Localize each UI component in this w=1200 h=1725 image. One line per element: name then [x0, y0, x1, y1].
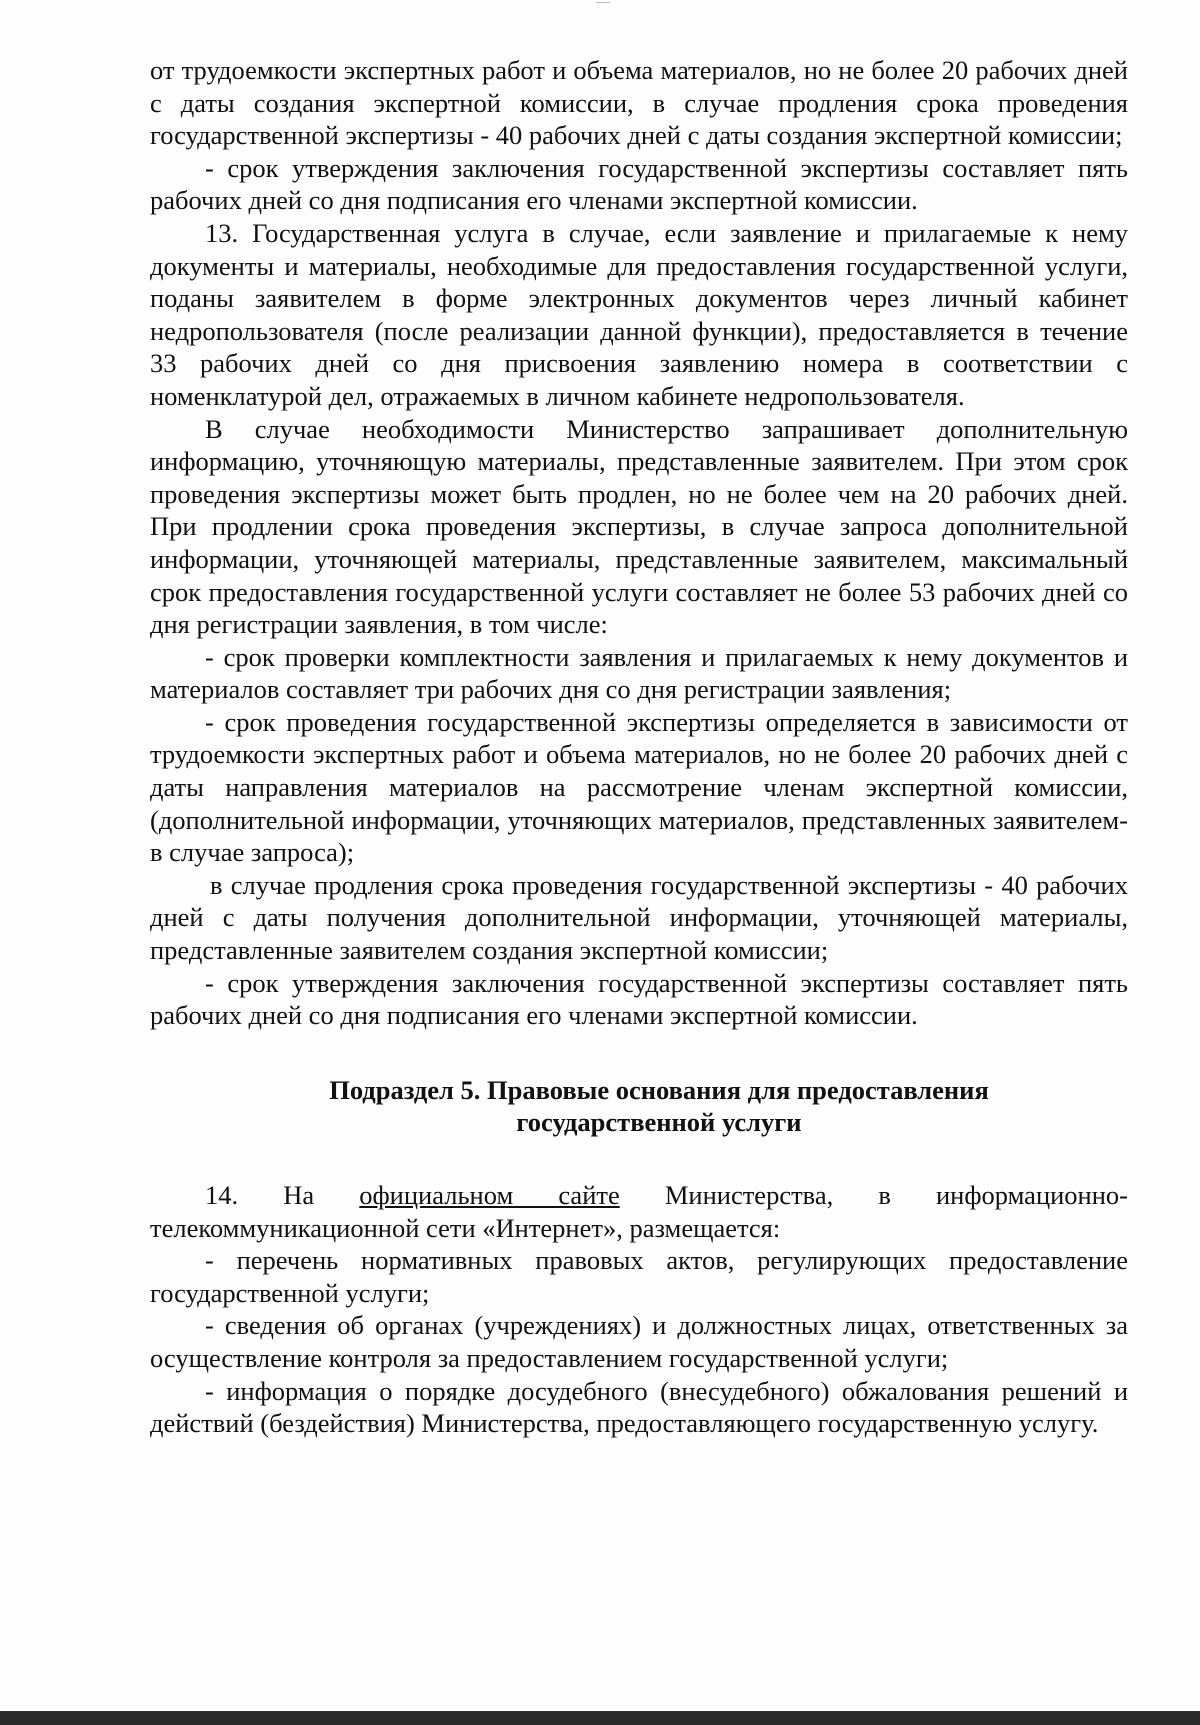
section-heading-line1: Подраздел 5. Правовые основания для предоставления [329, 1074, 989, 1105]
paragraph-14-number: 14. На [205, 1180, 360, 1210]
paragraph-approval-term: - срок утверждения заключения государственной экспертизы составляет пять рабочих дней со дня подписания его членами экспертной комиссии. [150, 152, 1128, 216]
paragraph-extension: в случае продления срока проведения государственной экспертизы - 40 рабочих дней с даты получения дополнительной информации, уточняющей материалы, представленные заявителем создания экспертной комиссии; [150, 869, 1128, 966]
scan-mark [596, 2, 610, 3]
paragraph-14 [150, 1179, 1128, 1244]
paragraph-completeness-check: - срок проверки комплектности заявления и прилагаемых к нему документов и материалов составляет три рабочих дня со дня регистрации заявления; [150, 641, 1128, 705]
scan-edge [0, 1711, 1200, 1725]
paragraph-approval-term-2: - срок утверждения заключения государственной экспертизы составляет пять рабочих дней со дня подписания его членами экспертной комиссии. [150, 967, 1128, 1031]
list-item-appeal-procedure: - информация о порядке досудебного (внесудебного) обжалования решений и действий (бездействия) Министерства, предоставляющего государственную услугу. [150, 1375, 1128, 1439]
list-item-responsible-bodies: - сведения об органах (учреждениях) и должностных лицах, ответственных за осуществление контроля за предоставлением государственной услуги; [150, 1310, 1128, 1373]
document-body [150, 54, 1128, 1440]
official-site-link[interactable]: официальном сайте [359, 1180, 620, 1210]
paragraph-expertise-term: - срок проведения государственной экспертизы определяется в зависимости от трудоемкости экспертных работ и объема материалов, но не более 20 рабочих дней с даты направления материалов на рассмотрение членам экспертной комиссии, (дополнительной информации, уточняющих материалов, представленных заявителем- в случае запроса); [150, 706, 1128, 868]
section-heading [150, 1074, 1128, 1139]
paragraph-additional-info: В случае необходимости Министерство запрашивает дополнительную информацию, уточняющую материалы, представленные заявителем. При этом срок проведения экспертизы может быть продлен, но не более чем на 20 рабочих дней. При продлении срока проведения экспертизы, в случае запроса дополнительной информации, уточняющей материалы, представленные заявителем, максимальный срок предоставления государственной услуги составляет не более 53 рабочих дней со дня регистрации заявления, в том числе: [150, 413, 1128, 640]
paragraph-continuation: от трудоемкости экспертных работ и объема материалов, но не более 20 рабочих дней с даты создания экспертной комиссии, в случае продления срока проведения государственной экспертизы - 40 рабочих дней с даты создания экспертной комиссии; [150, 55, 1128, 151]
list-item-legal-acts: - перечень нормативных правовых актов, регулирующих предоставление государственной услуги; [150, 1245, 1128, 1308]
section-heading-line2: государственной услуги [516, 1107, 802, 1138]
paragraph-14-text: Министерства, в информационно-телекоммуникационной сети «Интернет», размещается: [150, 1180, 1128, 1243]
paragraph-13: 13. Государственная услуга в случае, если заявление и прилагаемые к нему документы и материалы, необходимые для предоставления государственной услуги, поданы заявителем в форме электронных документов через личный кабинет недропользователя (после реализации данной функции), предоставляется в течение 33 рабочих дней со дня присвоения заявлению номера в соответствии с номенклатурой дел, отражаемых в личном кабинете недропользователя. [150, 217, 1128, 411]
